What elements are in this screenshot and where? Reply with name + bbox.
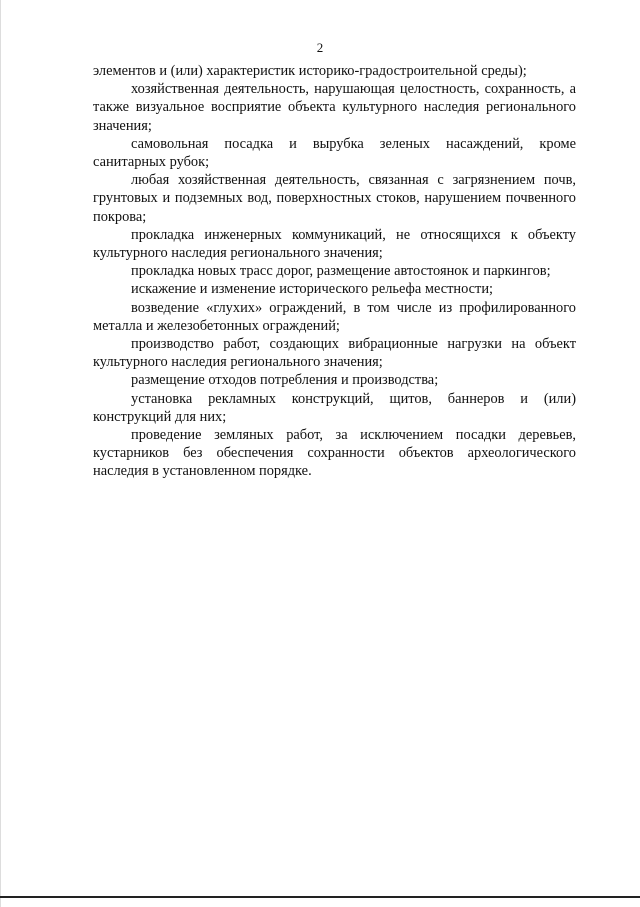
list-item-utilities: прокладка инженерных коммуникаций, не относящихся к объекту культурного наследия регионального значения; [93,226,576,262]
list-item-relief: искажение и изменение исторического рельефа местности; [131,281,494,298]
list-item-waste: размещение отходов потребления и производства; [131,372,439,389]
list-item-advertising: установка рекламных конструкций, щитов, баннеров и (или) конструкций для них; [93,390,576,425]
list-item-planting-felling: самовольная посадка и вырубка зеленых насаждений, кроме санитарных рубок; [93,135,576,171]
list-item-soil-pollution: любая хозяйственная деятельность, связанная с загрязнением почв, грунтовых и подземных вод, поверхностных стоков, нарушением почвенного покрова; [93,172,576,225]
list-item-earthworks: проведение земляных работ, за исключением посадки деревьев, кустарников без обеспечения сохранности объектов археологического наследия в установленном порядке. [93,427,576,480]
paragraph-continuation: элементов и (или) характеристик историко-градостроительной среды); [93,63,527,79]
scan-bottom-edge [0,896,640,898]
list-item-economic-activity: хозяйственная деятельность, нарушающая целостность, сохранность, а также визуальное восприятие объекта культурного наследия регионального значения; [93,81,576,134]
scan-edge [0,0,1,907]
list-item-vibration: производство работ, создающих вибрационные нагрузки на объект культурного наследия регионального значения; [93,336,576,371]
page-number: 2 [316,40,324,55]
list-item-fences: возведение «глухих» ограждений, в том числе из профилированного металла и железобетонных ограждений; [93,299,576,334]
list-item-roads-parking: прокладка новых трасс дорог, размещение автостоянок и паркингов; [131,263,551,280]
document-body [93,62,576,481]
